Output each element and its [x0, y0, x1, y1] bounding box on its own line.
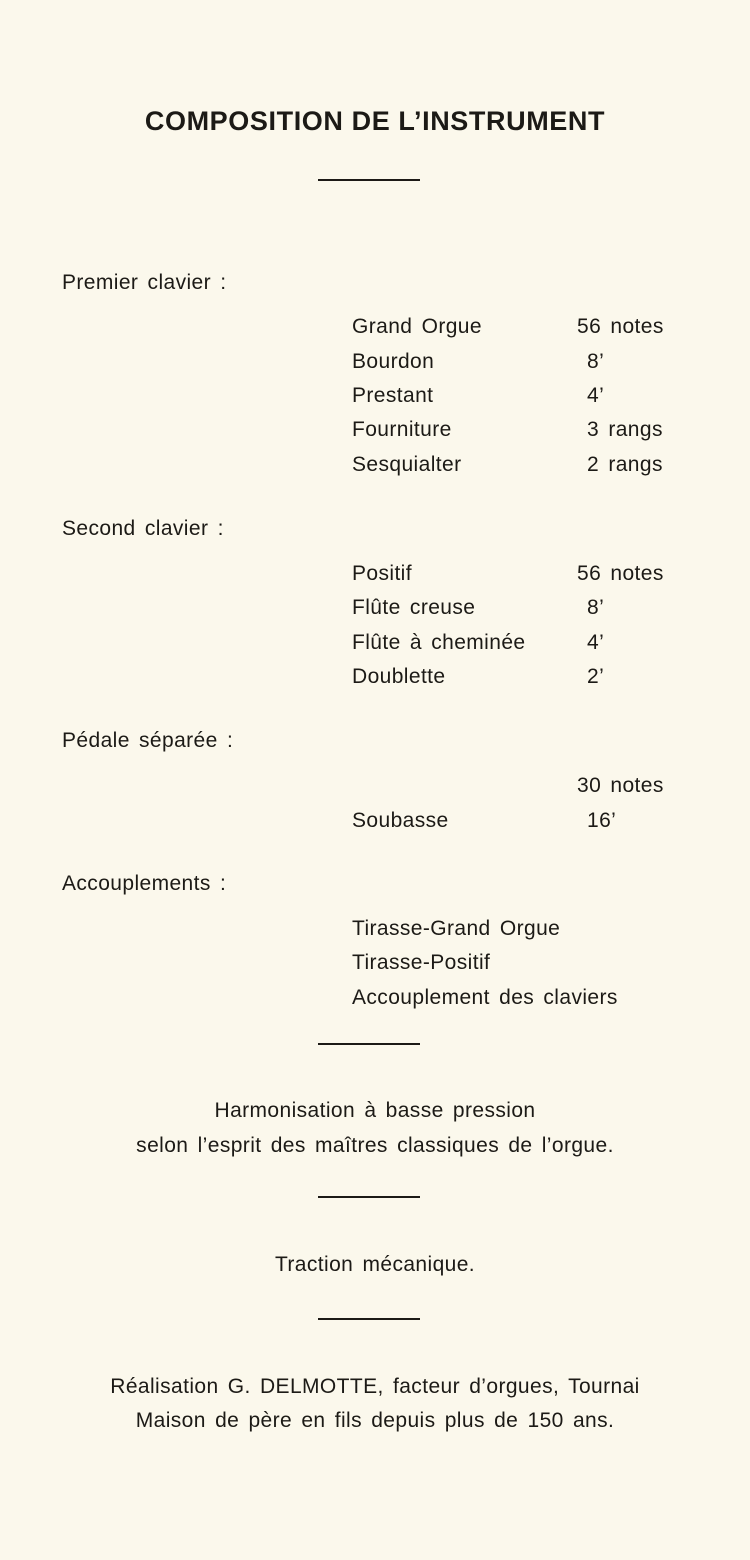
divider: [318, 1043, 420, 1045]
stop-value: 2’: [587, 665, 605, 688]
stop-value: 56 notes: [577, 315, 664, 338]
traction-text: Traction mécanique.: [274, 1253, 476, 1276]
stop-value: 30 notes: [577, 774, 664, 797]
divider: [318, 179, 420, 181]
section-label-pedale: Pédale séparée :: [62, 729, 234, 752]
page-title: COMPOSITION DE L’INSTRUMENT: [144, 106, 606, 136]
stop-name: Flûte à cheminée: [352, 631, 526, 654]
footer-line: Maison de père en fils depuis plus de 150 ans.: [135, 1409, 615, 1432]
stop-name: Sesquialter: [352, 453, 462, 476]
stop-value: 8’: [587, 350, 605, 373]
footer-line: Réalisation G. DELMOTTE, facteur d’orgues, Tournai: [110, 1375, 640, 1398]
stop-value: 3 rangs: [587, 418, 663, 441]
coupler-name: Tirasse-Positif: [352, 951, 491, 974]
section-label-second-clavier: Second clavier :: [62, 517, 224, 540]
stop-value: 4’: [587, 384, 605, 407]
stop-name: Flûte creuse: [352, 596, 476, 619]
harmonisation-line: Harmonisation à basse pression: [214, 1099, 536, 1122]
divider: [318, 1196, 420, 1198]
stop-name: Fourniture: [352, 418, 452, 441]
stop-name: Grand Orgue: [352, 315, 482, 338]
section-label-accouplements: Accouplements :: [62, 872, 227, 895]
stop-value: 8’: [587, 596, 605, 619]
stop-name: Prestant: [352, 384, 434, 407]
stop-name: Doublette: [352, 665, 446, 688]
stop-value: 4’: [587, 631, 605, 654]
stop-value: 2 rangs: [587, 453, 663, 476]
section-label-premier-clavier: Premier clavier :: [62, 271, 227, 294]
divider: [318, 1318, 420, 1320]
stop-value: 16’: [587, 809, 617, 832]
stop-name: Soubasse: [352, 809, 449, 832]
coupler-name: Accouplement des claviers: [352, 986, 618, 1009]
harmonisation-line: selon l’esprit des maîtres classiques de l’orgue.: [136, 1134, 614, 1157]
stop-name: Positif: [352, 562, 412, 585]
coupler-name: Tirasse-Grand Orgue: [352, 917, 561, 940]
stop-name: Bourdon: [352, 350, 435, 373]
stop-value: 56 notes: [577, 562, 664, 585]
